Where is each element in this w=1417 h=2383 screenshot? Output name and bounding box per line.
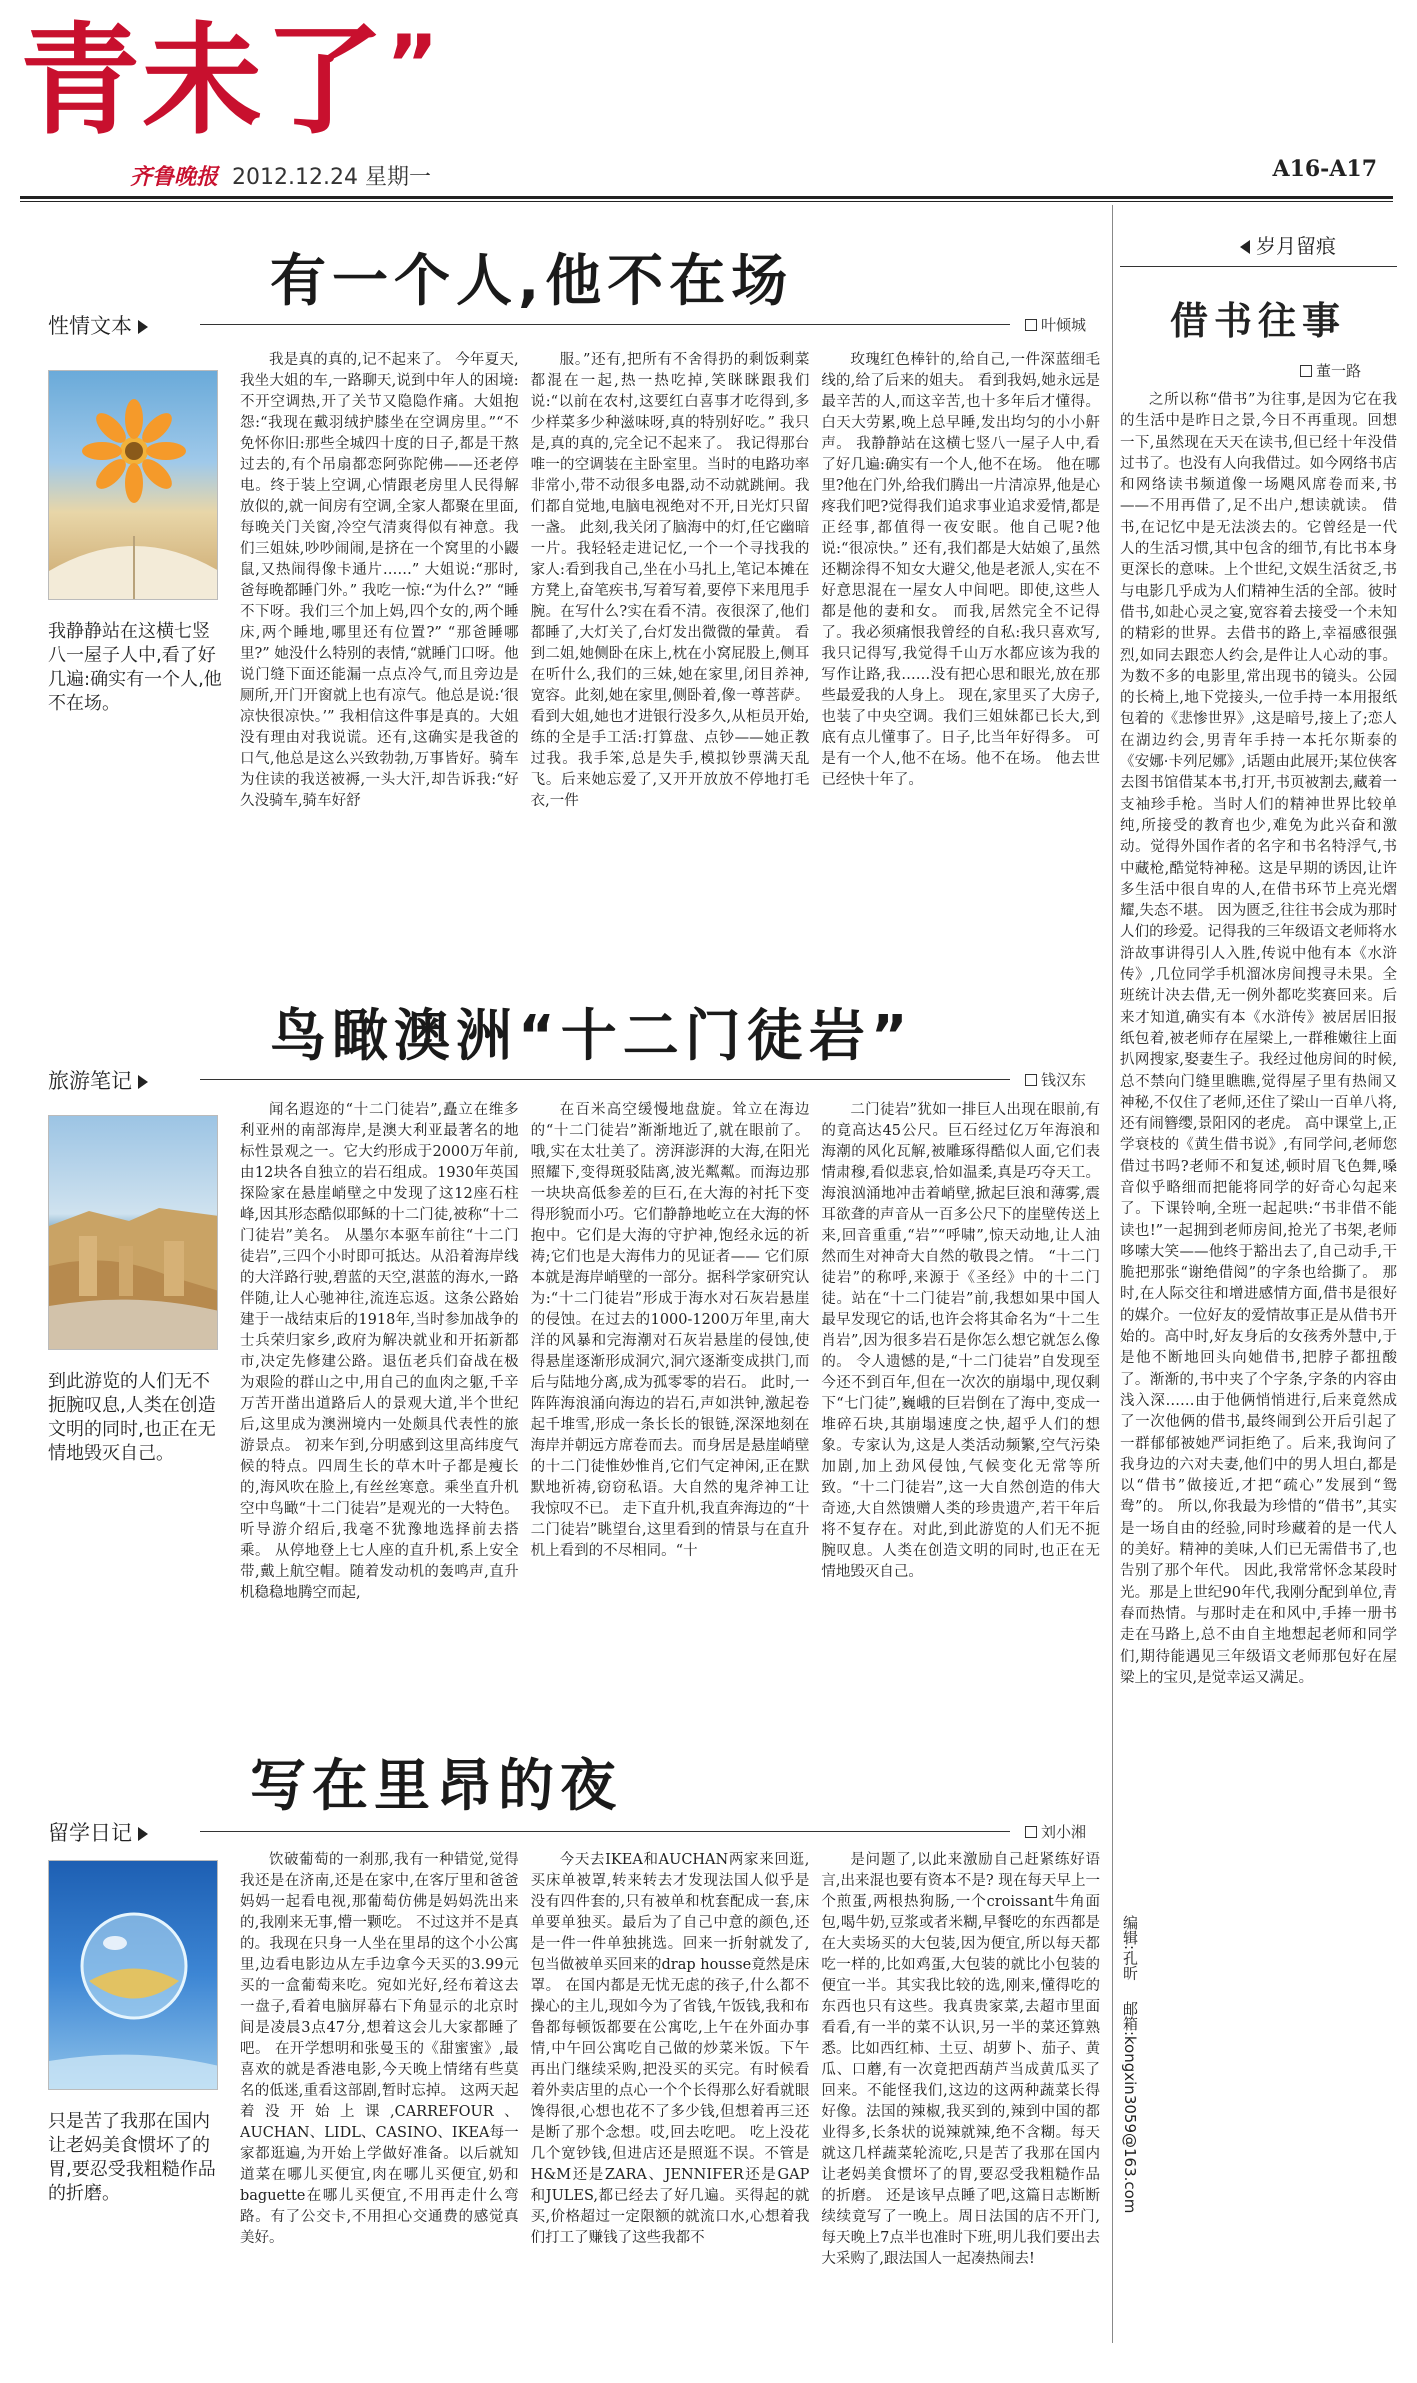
title-rule — [200, 324, 1010, 325]
photo-caption: 到此游览的人们无不扼腕叹息,人类在创造文明的同时,也正在无情地毁灭自己。 — [48, 1371, 216, 1464]
article-1 — [40, 250, 1100, 990]
header-rule-thin — [20, 201, 1393, 202]
article-body — [240, 350, 1100, 990]
sidebar-byline: 董一路 — [1300, 360, 1361, 381]
article-title: 鸟瞰澳洲“十二门徒岩” — [270, 1004, 914, 1069]
flower-book-illustration — [49, 371, 218, 600]
byline: 钱汉东 — [1025, 1069, 1086, 1090]
issue-date: 2012.12.24 星期一 — [232, 165, 431, 190]
section-label: 旅游笔记 — [48, 1065, 148, 1095]
article-body — [240, 1850, 1100, 2350]
text-column: 玫瑰红色棒针的,给自己,一件深蓝细毛线的,给了后来的姐夫。 看到我妈,她永远是最辛苦的人,而这辛苦,也十多年后才懂得。白天大劳累,晚上总早睡,发出均匀的小小鼾声。 我静静站在这横七竖八一屋子人中,看了好几遍:确实有一个人,他不在场。 他在哪里?他在门外,给我们腾出一片清凉界,他是心疼我们吧?觉得我们追求事业追求爱情,都是正经事,都值得一夜安眠。他自己呢?他说:“很凉快。” 还有,我们都是大姑娘了,虽然还糊涂得不知女大避父,他是老派人,实在不好意思混在一屋女人中间吧。即使,这些人都是他的妻和女。 而我,居然完全不记得了。我必须痛恨我曾经的自私:我只喜欢写,我只记得写,我觉得千山万水都应该为我的写作让路,我……没有把心思和眼光,放在那些最爱我的人身上。 现在,家里买了大房子,也装了中央空调。我们三姐妹都已长大,到底有点儿懂事了。日子,比当年好得多。 可是有一个人,他不在场。他不在场。 他去世已经快十年了。 — [821, 352, 1101, 788]
sidebar-title: 借书往事 — [1170, 299, 1347, 343]
left-triangle-icon — [1240, 240, 1250, 254]
title-rule — [200, 1079, 1010, 1080]
article-title: 有一个人,他不在场 — [270, 249, 794, 314]
section-label: 留学日记 — [48, 1817, 148, 1847]
byline: 叶倾城 — [1025, 314, 1086, 335]
text-column: 今天去IKEA和AUCHAN两家来回逛,买床单被罩,转来转去才发现法国人似乎是没有四件套的,只有被单和枕套配成一套,床单要单独买。最后为了自己中意的颜色,还是一件一件单独挑选。回来一折射就发了,包当做被单买回来的drap housse竟然是床罩。 在国内都是无忧无虑的孩子,什么都不操心的主儿,现如今为了省钱,午饭钱,我和布鲁都每顿饭都要在公寓吃,上午在外面办事情,中午回公寓吃自己做的炒菜米饭。下午再出门继续采购,把没买的买完。有时候看着外卖店里的点心一个个长得那么好看就眼馋得很,心想也花不了多少钱,但想着再三还是断了那个念想。哎,回去吃吧。 吃上没花几个宽钞钱,但进店还是照逛不误。不管是H&M还是ZARA、JENNIFER还是GAP和JULES,都已经去了好几遍。买得起的就买,价格超过一定限额的就流口水,心想着我们打工了赚钱了这些我都不 — [530, 1852, 810, 2246]
photo-caption: 只是苦了我那在国内让老妈美食惯坏了的胃,要忍受我粗糙作品的折磨。 — [48, 2111, 216, 2204]
text-column: 饮破葡萄的一刹那,我有一种错觉,觉得我还是在济南,还是在家中,在客厅里和爸爸妈妈一起看电视,那葡萄仿佛是妈妈洗出来的,我刚来无事,懵一颗吃。 不过这并不是真的。我现在只身一人坐在里昂的这个小公寓里,边看电影边从左手边拿今天买的3.99元买的一盒葡萄来吃。宛如光好,经布着这去一盘子,看着电脑屏幕右下角显示的北京时间是凌晨3点47分,想着这会儿大家都睡了吧。 在开学想明和张曼玉的《甜蜜蜜》,最喜欢的就是香港电影,今天晚上情绪有些莫名的低迷,重看这部剧,暂时忘掉。 这两天起着没开始上课,CARREFOUR、AUCHAN、LIDL、CASINO、IKEA每一家都逛遍,为开始上学做好准备。以后就知道菜在哪儿买便宜,肉在哪儿买便宜,奶和baguette在哪儿买便宜,不用再走什么弯路。有了公交卡,不用担心交通费的感觉真美好。 — [240, 1852, 519, 2246]
article-3 — [40, 1755, 1100, 2355]
bubble-illustration — [49, 1861, 218, 2090]
editor-credit: 编辑:孔昕 邮箱:kongxin3059@163.com — [1121, 1915, 1139, 2214]
publication-line — [130, 160, 431, 191]
text-column: 在百米高空缓慢地盘旋。耸立在海边的“十二门徒岩”渐渐地近了,就在眼前了。哦,实在太壮美了。滂湃澎湃的大海,在阳光照耀下,变得斑驳陆离,波光粼粼。而海边那一块块高低参差的巨石,在大海的衬托下变得形貌而小巧。它们静静地屹立在大海的怀抱中。它们是大海的守护神,饱经永远的祈祷;它们也是大海伟力的见证者—— 它们原本就是海岸峭壁的一部分。据科学家研究认为:“十二门徒岩”形成于海水对石灰岩悬崖的侵蚀。在过去的1000-1200万年里,南大洋的风暴和完海潮对石灰岩悬崖的侵蚀,使得悬崖逐渐形成洞穴,洞穴逐渐变成拱门,而后与陆地分离,成为孤零零的岩石。 此时,一阵阵海浪涌向海边的岩石,声如洪钟,激起卷起千堆雪,形成一条长长的银链,深深地刻在海岸并朝远方席卷而去。而身居是悬崖峭壁的十二门徒惟妙惟肖,它们气定神闲,正在默默地祈祷,窃窃私语。大自然的鬼斧神工让我惊叹不已。 走下直升机,我直奔海边的“十二门徒岩”眺望台,这里看到的情景与在直升机上看到的不尽相同。“十 — [530, 1102, 810, 1559]
header-rule — [20, 196, 1393, 199]
photo-caption: 我静静站在这横七竖八一屋子人中,看了好几遍:确实有一个人,他不在场。 — [48, 621, 222, 714]
byline: 刘小湘 — [1025, 1821, 1086, 1842]
sidebar-body: 之所以称“借书”为往事,是因为它在我的生活中是昨日之景,今日不再重现。回想一下,虽然现在天天在读书,但已经十年没借过书了。也没有人向我借过。如今网络书店和网络读书频道像一场飓风席卷而来,书——不用再借了,足不出户,想读就读。 借书,在记忆中是无法淡去的。它曾经是一代人的生活习惯,其中包含的细节,有比书本身更深长的意味。上个世纪,文娱生活贫乏,书与电影几乎成为人们精神生活的全部。彼时借书,如赴心灵之宴,宽容着去接受一个未知的精彩的世界。去借书的路上,幸福感很强烈,如同去跟恋人约会,是件让人心动的事。 为数不多的电影里,常出现书的镜头。公园的长椅上,地下党接头,一位手持一本用报纸包着的《悲惨世界》,这是暗号,接上了;恋人在湖边约会,男青年手持一本托尔斯泰的《安娜·卡列尼娜》,话题由此展开;某位侠客去图书馆借某本书,打开,书页被割去,藏着一支袖珍手枪。当时人们的精神世界比较单纯,所接受的教育也少,难免为此兴奋和激动。觉得外国作者的名字和书名特浮气,书中藏枪,酷觉特神秘。这是早期的诱因,让许多生活中很自卑的人,在借书环节上亮光熠耀,失态不堪。 因为匮乏,往往书会成为那时人们的珍爱。记得我的三年级语文老师将水浒故事讲得引人入胜,传说中他有本《水浒传》,几位同学手机溜冰房间搜寻未果。全班统计决去借,无一例外都吃奖赛回来。后来才知道,确实有本《水浒传》被居居旧报纸包着,被老师存在屋梁上,一群稚嫩往上面扒网搜家,娶妻生子。我经过他房间的时候,总不禁向门缝里瞧瞧,觉得屋子里有热闹又神秘,不仅住了老师,还住了梁山一百单八将,还有闹簪缨,景阳冈的老虎。 高中课堂上,正学衰枝的《黄生借书说》,有同学问,老师您借过书吗?老师不和复述,顿时眉飞色舞,嗓音似乎略细而把能将同学的好奇心勾起来了。下课铃响,全班一起起哄:“书非借不能读也!”一起拥到老师房间,抢光了书架,老师哆嗦大笑——他终于豁出去了,自己动手,干脆把那张“谢绝借阅”的字条也给撕了。 那时,在人际交往和增进感情方面,借书是很好的媒介。一位好友的爱情故事正是从借书开始的。高中时,好友身后的女孩秀外慧中,于是他不断地回头向她借书,把脖子都扭酸了。渐渐的,书中夹了个字条,字条的内容由浅入深……由于他俩悄悄进行,后来竟然成了一次他俩的借书,最终闹到公开后引起了一群郁郁被她严词拒绝了。后来,我询问了我身边的六对夫妻,他们中的男人坦白,都是以“借书”做接近,才把“疏心”发展到“鸳鸯”的。 所以,你我最为珍惜的“借书”,其实是一场自由的经验,同时珍藏着的是一代人的美好。精神的美味,人们已无需借书了,也告别了那个年代。 因此,我常常怀念某段时光。那是上世纪90年代,我刚分配到单位,青春而热情。与那时走在和风中,手捧一册书走在马路上,总不由自主地想起老师和同学们,期待能遇见三年级语文老师那包好在屋梁上的宝贝,是觉幸运又满足。 — [1120, 392, 1397, 1686]
article-body — [240, 1100, 1100, 1745]
article-2 — [40, 1005, 1100, 1745]
sidebar-flag: 岁月留痕 — [1240, 230, 1336, 259]
masthead-title: 青未了” — [20, 12, 441, 151]
text-column: 闻名遐迩的“十二门徒岩”,矗立在维多利亚州的南部海岸,是澳大利亚最著名的地标性景观之一。它大约形成于2000万年前,由12块各自独立的岩石组成。1930年英国探险家在悬崖峭壁之中发现了这12座石柱峰,因其形态酷似耶稣的十二门徒,被称“十二门徒岩”美名。 从墨尔本驱车前往“十二门徒岩”,三四个小时即可抵达。从沿着海岸线的大洋路行驶,碧蓝的天空,湛蓝的海水,一路伴随,让人心驰神往,流连忘返。这条公路始建于一战结束后的1918年,当时参加战争的士兵荣归家乡,政府为解决就业和开拓新都市,决定先修建公路。退伍老兵们奋战在极为艰险的群山之中,用自己的血肉之躯,千辛万苦开凿出道路后人的景观大道,半个世纪后,这里成为澳洲境内一处颇具代表性的旅游景点。 初来乍到,分明感到这里高纬度气候的特点。四周生长的草木叶子都是瘦长的,海风吹在脸上,有丝丝寒意。乘坐直升机空中鸟瞰“十二门徒岩”是观光的一大特色。听导游介绍后,我毫不犹豫地选择前去搭乘。 从停地登上七人座的直升机,系上安全带,戴上航空帽。随着发动机的轰鸣声,直升机稳稳地腾空而起, — [240, 1102, 519, 1601]
section-label: 性情文本 — [48, 310, 148, 340]
sidebar-column — [1120, 230, 1397, 2360]
page-number: A16-A17 — [1272, 156, 1377, 182]
sidebar-rule — [1120, 266, 1397, 267]
sidebar-divider — [1112, 205, 1113, 2343]
article-photo-flower-book — [48, 370, 218, 600]
article-photo-coast-rocks — [48, 1115, 218, 1350]
text-column: 二门徒岩”犹如一排巨人出现在眼前,有的竟高达45公尺。巨石经过亿万年海浪和海潮的风化瓦解,被雕琢得酷似人面,它们表情肃穆,看似悲哀,恰如温柔,真是巧夺天工。海浪汹涌地冲击着峭壁,掀起巨浪和薄雾,震耳欲聋的声音从一百多公尺下的崖壁传送上来,回音重重,“岩”“呼啸”,惊天动地,让人油然而生对神奇大自然的敬畏之情。 “十二门徒岩”的称呼,来源于《圣经》中的十二门徒。站在“十二门徒岩”前,我想如果中国人最早发现它的话,也许会将其命名为“十二生肖岩”,因为很多岩石是你怎么想它就怎么像的。 令人遗憾的是,“十二门徒岩”自发现至今还不到百年,但在一次次的崩塌中,现仅剩下“七门徒”,巍峨的巨岩倒在了海中,变成一堆碎石块,其崩塌速度之快,超乎人们的想象。专家认为,这是人类活动频繁,空气污染加剧,加上劲风侵蚀,气候变化无常等所致。“十二门徒岩”,这一大自然创造的伟大奇迹,大自然馈赠人类的珍贵遗产,若干年后将不复存在。对此,到此游览的人们无不扼腕叹息。人类在创造文明的同时,也正在无情地毁灭自己。 — [821, 1102, 1101, 1580]
coast-rocks-illustration — [49, 1116, 218, 1350]
article-title: 写在里昂的夜 — [250, 1754, 622, 1819]
text-column: 是问题了,以此来激励自己赶紧练好语言,出来混也要有资本不是? 现在每天早上一个煎蛋,两根热狗肠,一个croissant牛角面包,喝牛奶,豆浆或者米糊,早餐吃的东西都是在大卖场买的大包装,因为便宜,所以每天都吃一样的,比如鸡蛋,大包装的就比小包装的便宜一半。其实我比较的选,刚来,懂得吃的东西也只有这些。我真贵家菜,去超市里面看看,有一半的菜不认识,另一半的菜还算熟悉。比如西红柿、土豆、胡萝卜、茄子、黄瓜、口蘑,有一次竟把西葫芦当成黄瓜买了回来。不能怪我们,这边的这两种蔬菜长得好像。法国的辣椒,我买到的,辣到中国的都业得多,长条状的说辣就辣,绝不含糊。每天就这几样蔬菜轮流吃,只是苦了我那在国内让老妈美食惯坏了的胃,要忍受我粗糙作品的折磨。 还是该早点睡了吧,这篇日志断断续续竟写了一晚上。周日法国的店不开门,每天晚上7点半也准时下班,明儿我们要出去大采购了,跟法国人一起凑热闹去! — [821, 1852, 1101, 2267]
newspaper-brand: 齐鲁晚报 — [130, 165, 219, 190]
article-photo-bubble — [48, 1860, 218, 2090]
text-column: 我是真的真的,记不起来了。 今年夏天,我坐大姐的车,一路聊天,说到中年人的困境:不开空调热,开了关节又隐隐作痛。大姐抱怨:“我现在戴羽绒护膝坐在空调房里。”“不免怀你旧:那些全城四十度的日子,都是干熬过去的,有个吊扇都恋阿弥陀佛——还老停电。终于装上空调,心情跟老房里人民得解放似的,就一间房有空调,全家人都聚在里面,每晚关门关窗,冷空气清爽得似有神意。我们三姐妹,吵吵闹闹,是挤在一个窝里的小鼹鼠,又热闹得像卡通片……” 大姐说:“那时,爸每晚都睡门外。” 我吃一惊:“为什么?” “睡不下呀。我们三个加上妈,四个女的,两个睡床,两个睡地,哪里还有位置?” “那爸睡哪里?” 她没什么特别的表情,“就睡门口呀。他说门缝下面还能漏一点点冷气,而且旁边是厕所,开门开窗就上也有凉气。他总是说:‘很凉快很凉快。’” 我相信这件事是真的。大姐没有理由对我说谎。还有,这确实是我爸的口气,他总是这么兴致勃勃,万事皆好。骑车为住读的我送被褥,一头大汗,却告诉我:“好久没骑车,骑车好舒 — [240, 352, 519, 809]
text-column: 服。”还有,把所有不舍得扔的剩饭剩菜都混在一起,热一热吃掉,笑眯眯跟我们说:“以前在农村,这要红白喜事才吃得到,多少样菜多少种滋味呀,真的特别好吃。” 我只是,真的真的,完全记不起来了。 我记得那台唯一的空调装在主卧室里。当时的电路功率非常小,带不动很多电器,动不动就跳闸。我们都自觉地,电脑电视绝对不开,日光灯只留一盏。 此刻,我关闭了脑海中的灯,任它幽暗一片。我轻轻走进记忆,一个一个寻找我的家人:看到我自己,坐在小马扎上,笔记本摊在方凳上,奋笔疾书,写着写着,要停下来甩甩手腕。在写什么?实在看不清。夜很深了,他们都睡了,大灯关了,台灯发出微微的暈黄。 看到二姐,她侧卧在床上,枕在小窝屁股上,侧耳在听什么,我们的三妹,她在家里,闭目养神,宽容。此刻,她在家里,侧卧着,像一尊菩萨。 看到大姐,她也才进银行没多久,从柜员开始,练的全是手工活:打算盘、点钞——她正教过我。我手笨,总是失手,模拟钞票满天乱飞。后来她忘爱了,又开开放放不停地打毛衣,一件 — [530, 352, 810, 809]
title-rule — [200, 1831, 1010, 1832]
